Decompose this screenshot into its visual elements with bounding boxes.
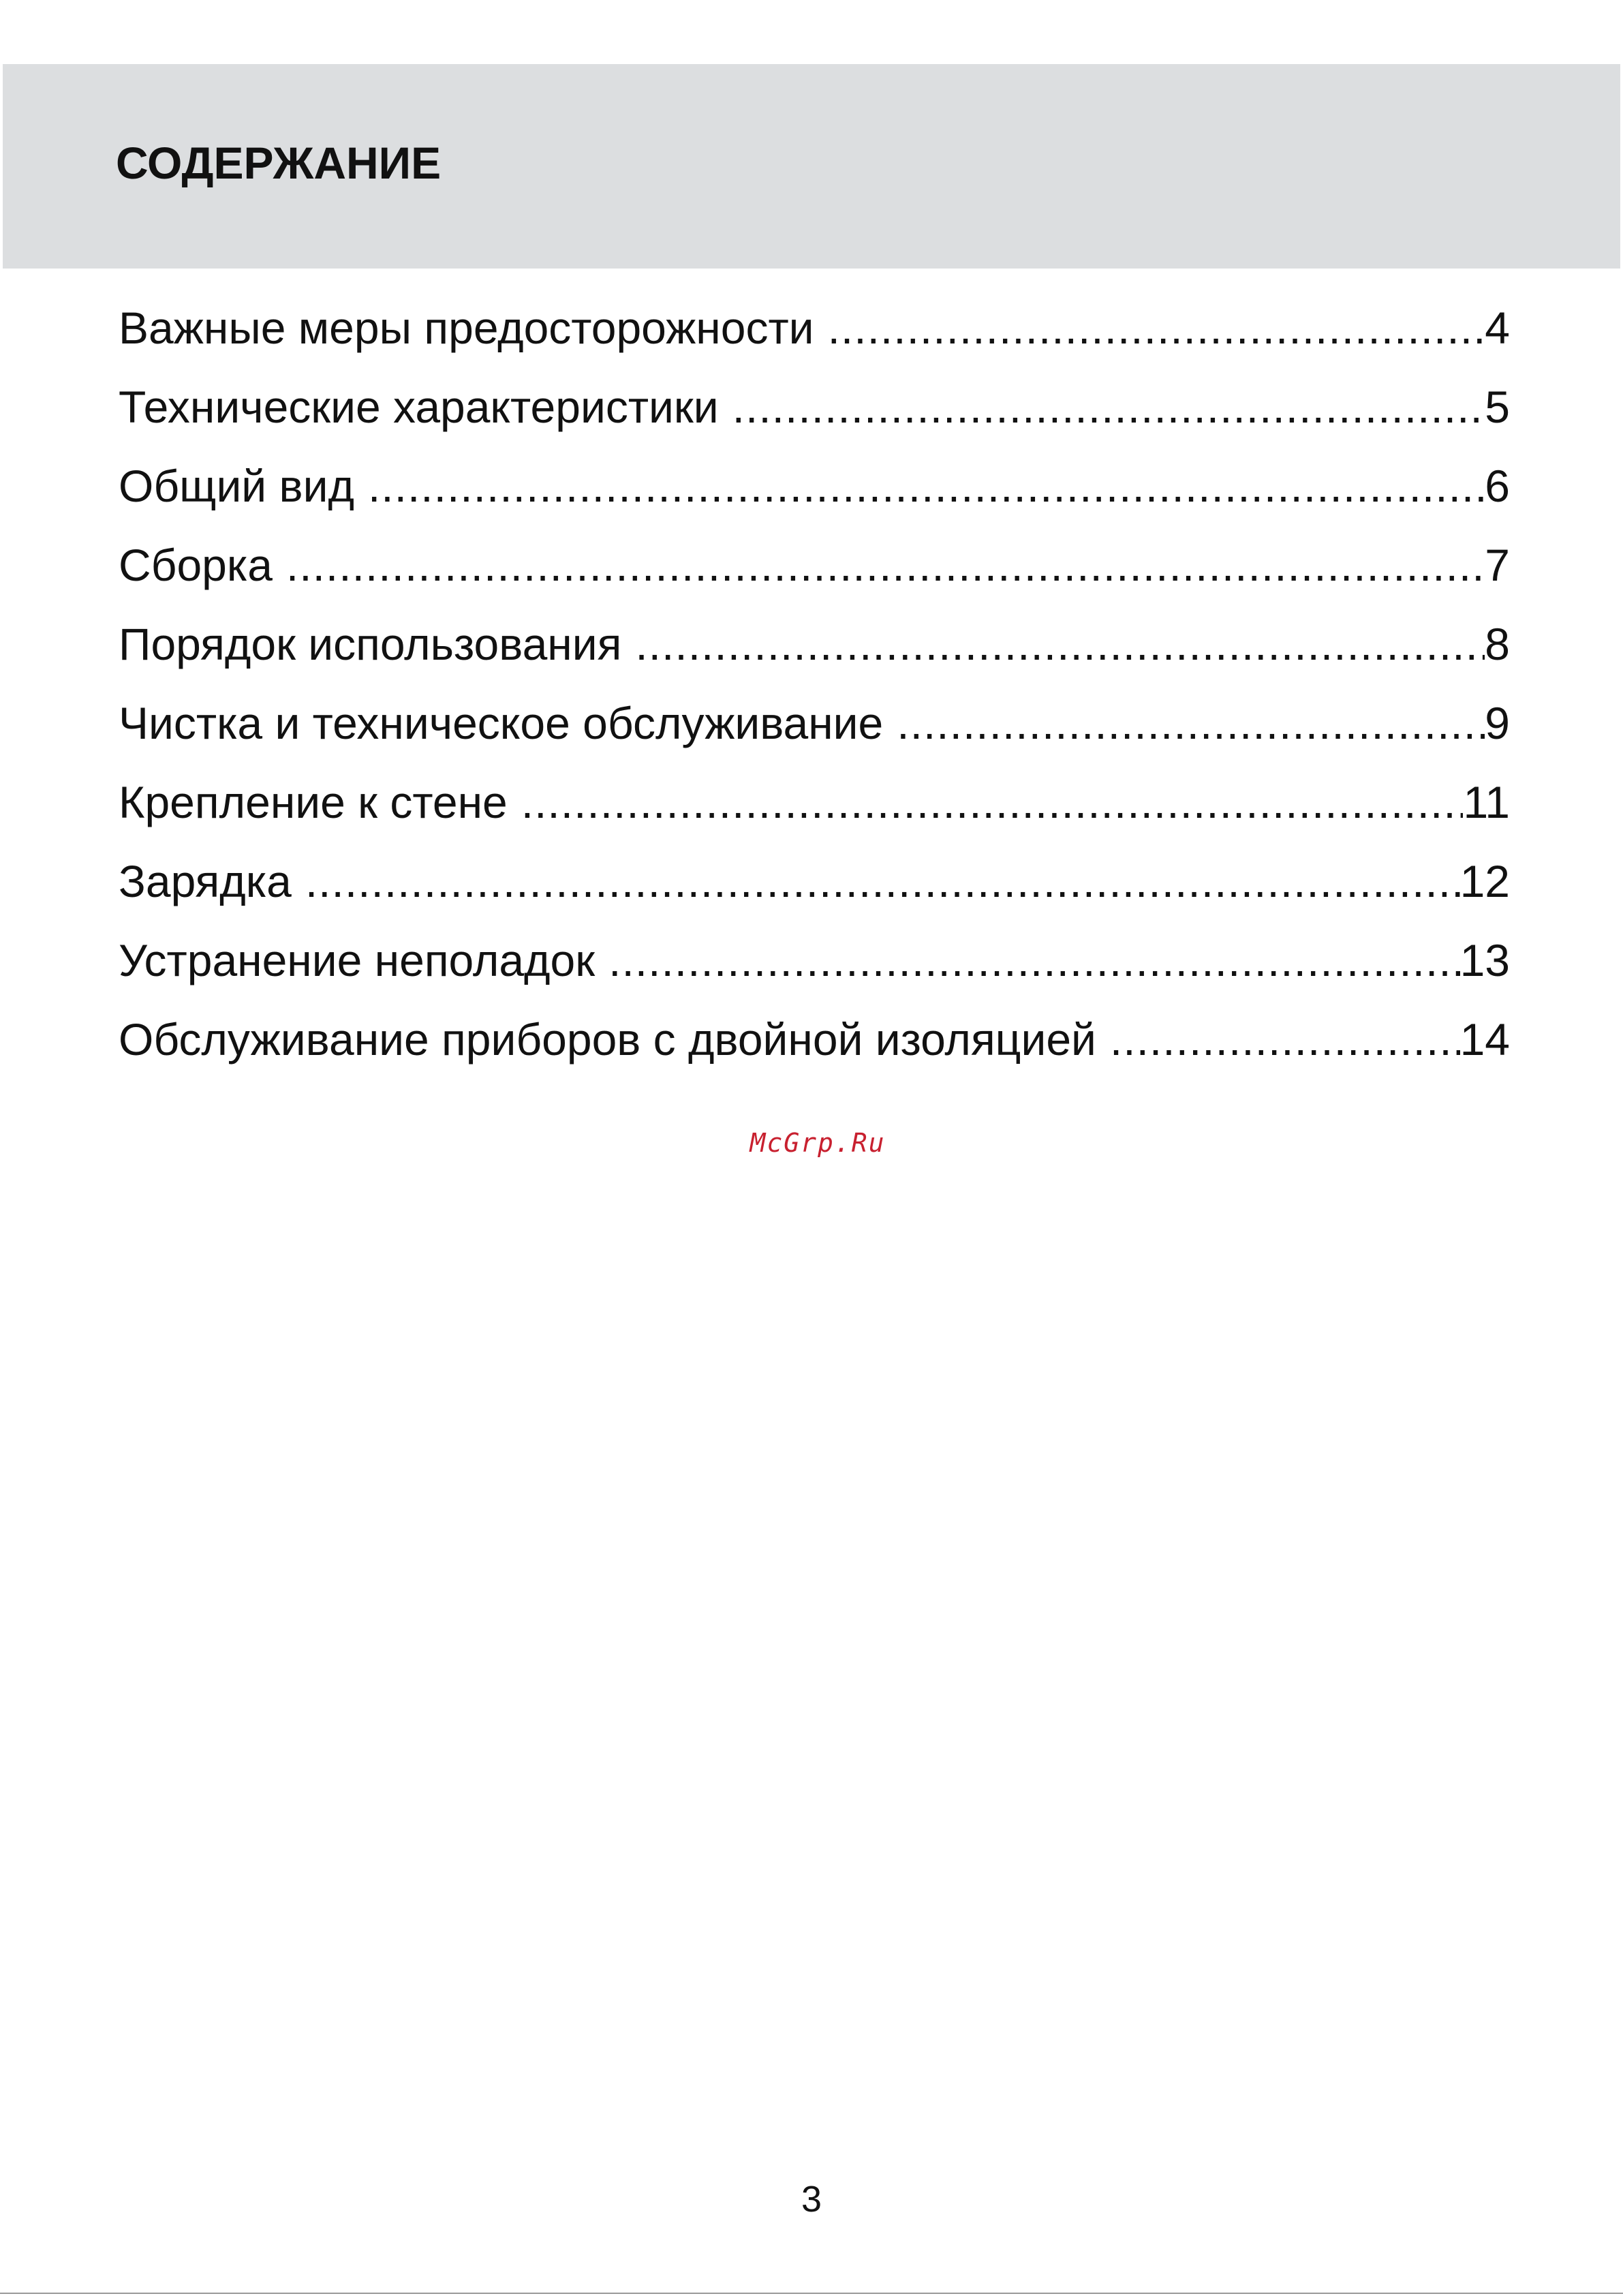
toc-entry-label: Крепление к стене	[119, 777, 508, 827]
toc-entry-label: Сборка	[119, 540, 273, 590]
toc-entry[interactable]	[119, 463, 1510, 542]
toc-dot-leader	[897, 701, 1485, 746]
toc-entry-page: 7	[1485, 540, 1510, 590]
toc-dot-leader	[828, 305, 1485, 350]
toc-dot-leader	[635, 622, 1485, 667]
toc-entry[interactable]	[119, 619, 1510, 701]
toc-entry-label: Важные меры предосторожности	[119, 303, 814, 353]
toc-entry-page: 4	[1485, 303, 1510, 353]
page-title: СОДЕРЖАНИЕ	[116, 138, 442, 188]
toc-entry[interactable]	[119, 777, 1510, 859]
toc-entry-page: 9	[1485, 698, 1510, 748]
table-of-contents	[119, 305, 1510, 1096]
toc-entry-label: Устранение неполадок	[119, 935, 596, 985]
toc-entry[interactable]	[119, 935, 1510, 1017]
toc-dot-leader	[1110, 1017, 1460, 1062]
toc-entry-page: 5	[1485, 382, 1510, 432]
toc-entry-label: Общий вид	[119, 461, 354, 511]
toc-entry[interactable]	[119, 856, 1510, 938]
toc-entry-label: Зарядка	[119, 856, 292, 906]
toc-dot-leader	[608, 938, 1459, 983]
toc-dot-leader	[305, 859, 1460, 904]
toc-entry-label: Чистка и техническое обслуживание	[119, 698, 884, 748]
toc-entry-page: 6	[1485, 461, 1510, 511]
toc-dot-leader	[368, 463, 1485, 508]
toc-entry-page: 11	[1463, 777, 1510, 827]
toc-entry[interactable]	[119, 1014, 1510, 1096]
toc-dot-leader	[732, 384, 1485, 429]
toc-entry-page: 14	[1459, 1014, 1510, 1065]
page-number: 3	[801, 2179, 822, 2220]
toc-entry[interactable]	[119, 542, 1510, 622]
toc-entry-page: 8	[1485, 619, 1510, 669]
toc-entry-page: 12	[1459, 856, 1510, 906]
toc-entry-label: Технические характеристики	[119, 382, 719, 432]
toc-entry[interactable]	[119, 698, 1510, 780]
toc-entry-page: 13	[1459, 935, 1510, 985]
toc-entry[interactable]	[119, 305, 1510, 384]
bottom-rule	[0, 2293, 1623, 2294]
toc-entry-label: Обслуживание приборов с двойной изоляцией	[119, 1014, 1096, 1065]
toc-entry[interactable]	[119, 384, 1510, 463]
toc-entry-label: Порядок использования	[119, 619, 622, 669]
toc-dot-leader	[521, 780, 1464, 825]
toc-dot-leader	[286, 542, 1485, 587]
watermark: McGrp.Ru	[749, 1128, 886, 1158]
